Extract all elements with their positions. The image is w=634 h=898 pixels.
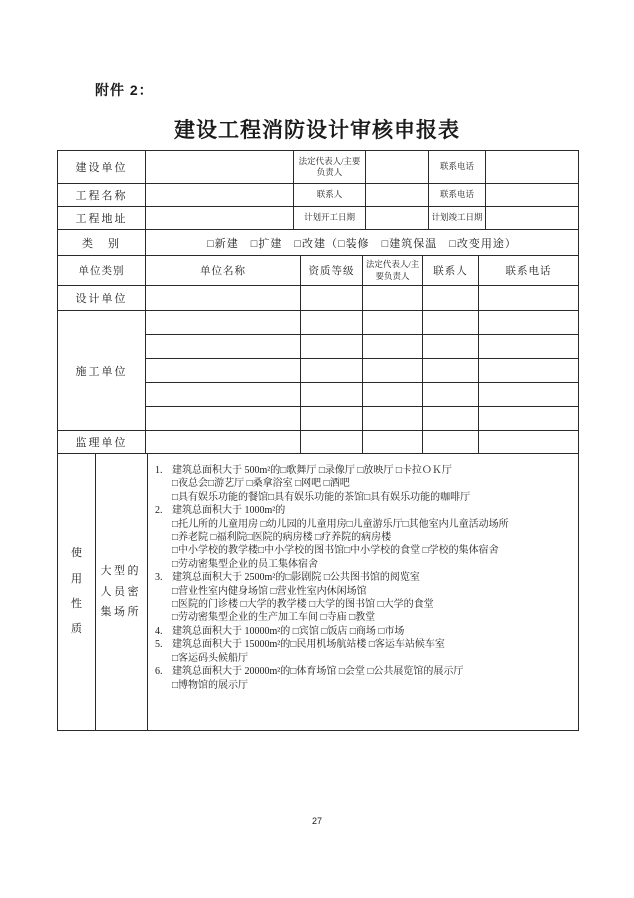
usage-item-2	[153, 504, 574, 571]
item-number: 3.	[155, 572, 163, 584]
table-row	[58, 230, 579, 256]
value-cell	[146, 359, 301, 383]
value-cell	[423, 335, 479, 359]
usage-item-3	[153, 571, 574, 625]
value-cell	[301, 407, 363, 431]
usage-table	[57, 453, 579, 731]
project-name-value-cell	[146, 184, 294, 207]
header-contact-person: 联系人	[423, 256, 479, 286]
checkbox-line: □劳动密集型企业的生产加工车间 □寺庙 □教堂	[172, 612, 376, 624]
checkbox-line: □托儿所的儿童用房 □幼儿园的儿童用房□儿童游乐厅□其他室内儿童活动场所	[172, 518, 509, 530]
item-number: 1.	[155, 465, 163, 476]
value-cell	[363, 359, 423, 383]
value-cell	[146, 311, 301, 335]
usage-item-5	[153, 638, 574, 665]
value-cell	[479, 431, 579, 454]
contact-phone-value-cell	[486, 184, 579, 207]
table-row	[58, 184, 579, 207]
project-address-label: 工程地址	[58, 207, 146, 230]
value-cell	[423, 311, 479, 335]
checkbox-line: □养老院 □福利院□医院的病房楼 □疗养院的病房楼	[172, 532, 392, 544]
checkbox-line: 建筑总面积大于 500m²的□歌舞厅 □录像厅 □放映厅 □卡拉ＯＫ厅	[172, 465, 452, 476]
value-cell	[423, 431, 479, 454]
value-cell	[363, 311, 423, 335]
value-cell	[301, 383, 363, 407]
item-number: 2.	[155, 505, 163, 517]
construction-org-value-cell	[146, 151, 294, 184]
table-row	[58, 151, 579, 184]
planned-start-date-value-cell	[366, 207, 429, 230]
value-cell	[423, 383, 479, 407]
value-cell	[423, 286, 479, 311]
usage-item-1	[153, 464, 574, 504]
value-cell	[479, 407, 579, 431]
contact-phone-label: 联系电话	[429, 184, 486, 207]
value-cell	[301, 431, 363, 454]
planned-start-date-label: 计划开工日期	[294, 207, 366, 230]
checkbox-line: □中小学校的教学楼□中小学校的图书馆□中小学校的食堂 □学校的集体宿舍	[172, 545, 499, 557]
value-cell	[146, 383, 301, 407]
project-name-label: 工程名称	[58, 184, 146, 207]
attachment-label: 附件 2：	[95, 82, 154, 98]
checkbox-line: 建筑总面积大于 15000m²的□民用机场航站楼 □客运车站候车室	[172, 639, 445, 651]
value-cell	[363, 335, 423, 359]
checkbox-line: □劳动密集型企业的员工集体宿舍	[172, 558, 319, 570]
checkbox-line: 建筑总面积大于 2500m²的□影剧院 □公共图书馆的阅览室	[172, 572, 420, 584]
units-table	[57, 255, 579, 454]
usage-item-6	[153, 665, 574, 692]
value-cell	[363, 286, 423, 311]
phone-label: 联系电话	[429, 151, 486, 184]
checkbox-line: □客运码头候船厅	[172, 652, 249, 664]
crowded-places-cell	[96, 454, 148, 731]
value-cell	[301, 335, 363, 359]
checkbox-line: □具有娱乐功能的餐馆□具有娱乐功能的茶馆□具有娱乐功能的咖啡厅	[172, 491, 471, 503]
phone-value-cell	[486, 151, 579, 184]
supervision-unit-label: 监理单位	[58, 431, 146, 454]
value-cell	[423, 359, 479, 383]
contact-person-value-cell	[366, 184, 429, 207]
usage-checklist	[148, 454, 579, 731]
header-contact-phone: 联系电话	[479, 256, 579, 286]
usage-nature-label: 使用性质	[71, 547, 82, 636]
value-cell	[363, 383, 423, 407]
construction-org-label: 建设单位	[58, 151, 146, 184]
value-cell	[363, 407, 423, 431]
units-header-row	[58, 256, 579, 286]
project-address-value-cell	[146, 207, 294, 230]
usage-nature-cell	[58, 454, 96, 731]
value-cell	[146, 431, 301, 454]
header-legal-representative: 法定代表人/主要负责人	[363, 256, 423, 286]
construction-unit-row	[58, 311, 579, 335]
design-unit-row	[58, 286, 579, 311]
application-form	[57, 150, 578, 731]
form-title: 建设工程消防设计审核申报表	[174, 119, 460, 142]
table-row	[58, 207, 579, 230]
value-cell	[146, 335, 301, 359]
value-cell	[301, 359, 363, 383]
checkbox-line: □夜总会□游艺厅 □桑拿浴室 □网吧 □酒吧	[172, 478, 350, 490]
item-number: 5.	[155, 639, 163, 651]
supervision-unit-row	[58, 431, 579, 454]
checkbox-line: □医院的门诊楼 □大学的教学楼 □大学的图书馆 □大学的食堂	[172, 599, 434, 611]
value-cell	[479, 286, 579, 311]
crowded-places-label: 大型的人员密集场所	[100, 564, 141, 619]
header-unit-category: 单位类别	[58, 256, 146, 286]
top-info-table	[57, 150, 579, 256]
checkbox-line: 建筑总面积大于 20000m²的□体育场馆 □会堂 □公共展览馆的展示厅	[172, 666, 464, 678]
value-cell	[146, 286, 301, 311]
legal-representative-label: 法定代表人/主要负责人	[294, 151, 366, 184]
checkbox-line: □营业性室内健身场馆 □营业性室内休闲场馆	[172, 585, 367, 597]
value-cell	[301, 286, 363, 311]
value-cell	[479, 359, 579, 383]
header-unit-name: 单位名称	[146, 256, 301, 286]
legal-representative-value-cell	[366, 151, 429, 184]
planned-completion-date-value-cell	[486, 207, 579, 230]
page-number: 27	[311, 816, 322, 826]
value-cell	[363, 431, 423, 454]
planned-completion-date-label: 计划竣工日期	[429, 207, 486, 230]
value-cell	[146, 407, 301, 431]
usage-row	[58, 454, 579, 731]
checkbox-line: □博物馆的展示厅	[172, 679, 249, 691]
value-cell	[423, 407, 479, 431]
item-number: 6.	[155, 666, 163, 678]
checkbox-line: 建筑总面积大于 1000m²的	[172, 505, 286, 517]
category-options: □新建 □扩建 □改建（□装修 □建筑保温 □改变用途）	[146, 230, 579, 256]
item-number: 4.	[155, 625, 163, 637]
construction-unit-label: 施工单位	[58, 311, 146, 431]
header-qualification-grade: 资质等级	[301, 256, 363, 286]
value-cell	[479, 311, 579, 335]
checkbox-line: 建筑总面积大于 10000m²的 □宾馆 □饭店 □商场 □市场	[172, 625, 405, 637]
value-cell	[301, 311, 363, 335]
contact-person-label: 联系人	[294, 184, 366, 207]
usage-item-4	[153, 625, 574, 638]
value-cell	[479, 383, 579, 407]
design-unit-label: 设计单位	[58, 286, 146, 311]
value-cell	[479, 335, 579, 359]
category-label: 类 别	[58, 230, 146, 256]
